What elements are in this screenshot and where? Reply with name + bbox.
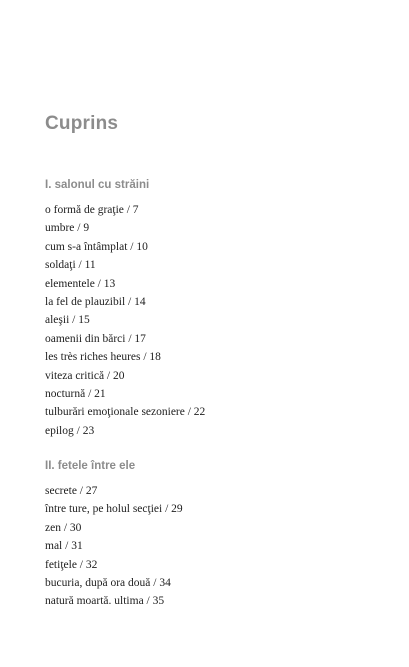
toc-entry: cum s-a întâmplat / 10 [45, 240, 148, 253]
toc-entry: les très riches heures / 18 [45, 351, 161, 364]
toc-entry: tulburări emoţionale sezoniere / 22 [45, 406, 206, 419]
toc-entry: epilog / 23 [45, 424, 95, 437]
section-heading: II. fetele între ele [45, 460, 136, 472]
toc-entry: natură moartă. ultima / 35 [45, 595, 165, 608]
toc-entry: secrete / 27 [45, 485, 98, 497]
toc-entry: între ture, pe holul secţiei / 29 [45, 503, 183, 516]
toc-entry: elementele / 13 [45, 277, 116, 290]
toc-entry: zen / 30 [45, 521, 82, 534]
toc-entry: fetiţele / 32 [45, 558, 98, 571]
section-entry-list [45, 482, 183, 611]
page-title: Cuprins [45, 113, 119, 134]
section-entry-list [45, 201, 205, 440]
toc-entry: aleşii / 15 [45, 314, 90, 327]
toc-entry: nocturnă / 21 [45, 387, 106, 400]
toc-entry: bucuria, după ora două / 34 [45, 576, 171, 589]
toc-entry: mal / 31 [45, 540, 83, 553]
section-heading: I. salonul cu străini [45, 179, 150, 191]
toc-entry: o formă de graţie / 7 [45, 204, 139, 216]
toc-entry: la fel de plauzibil / 14 [45, 295, 146, 308]
toc-entry: viteza critică / 20 [45, 369, 125, 382]
toc-entry: soldaţi / 11 [45, 259, 96, 272]
toc-entry: oamenii din bărci / 17 [45, 332, 146, 345]
toc-entry: umbre / 9 [45, 222, 90, 235]
